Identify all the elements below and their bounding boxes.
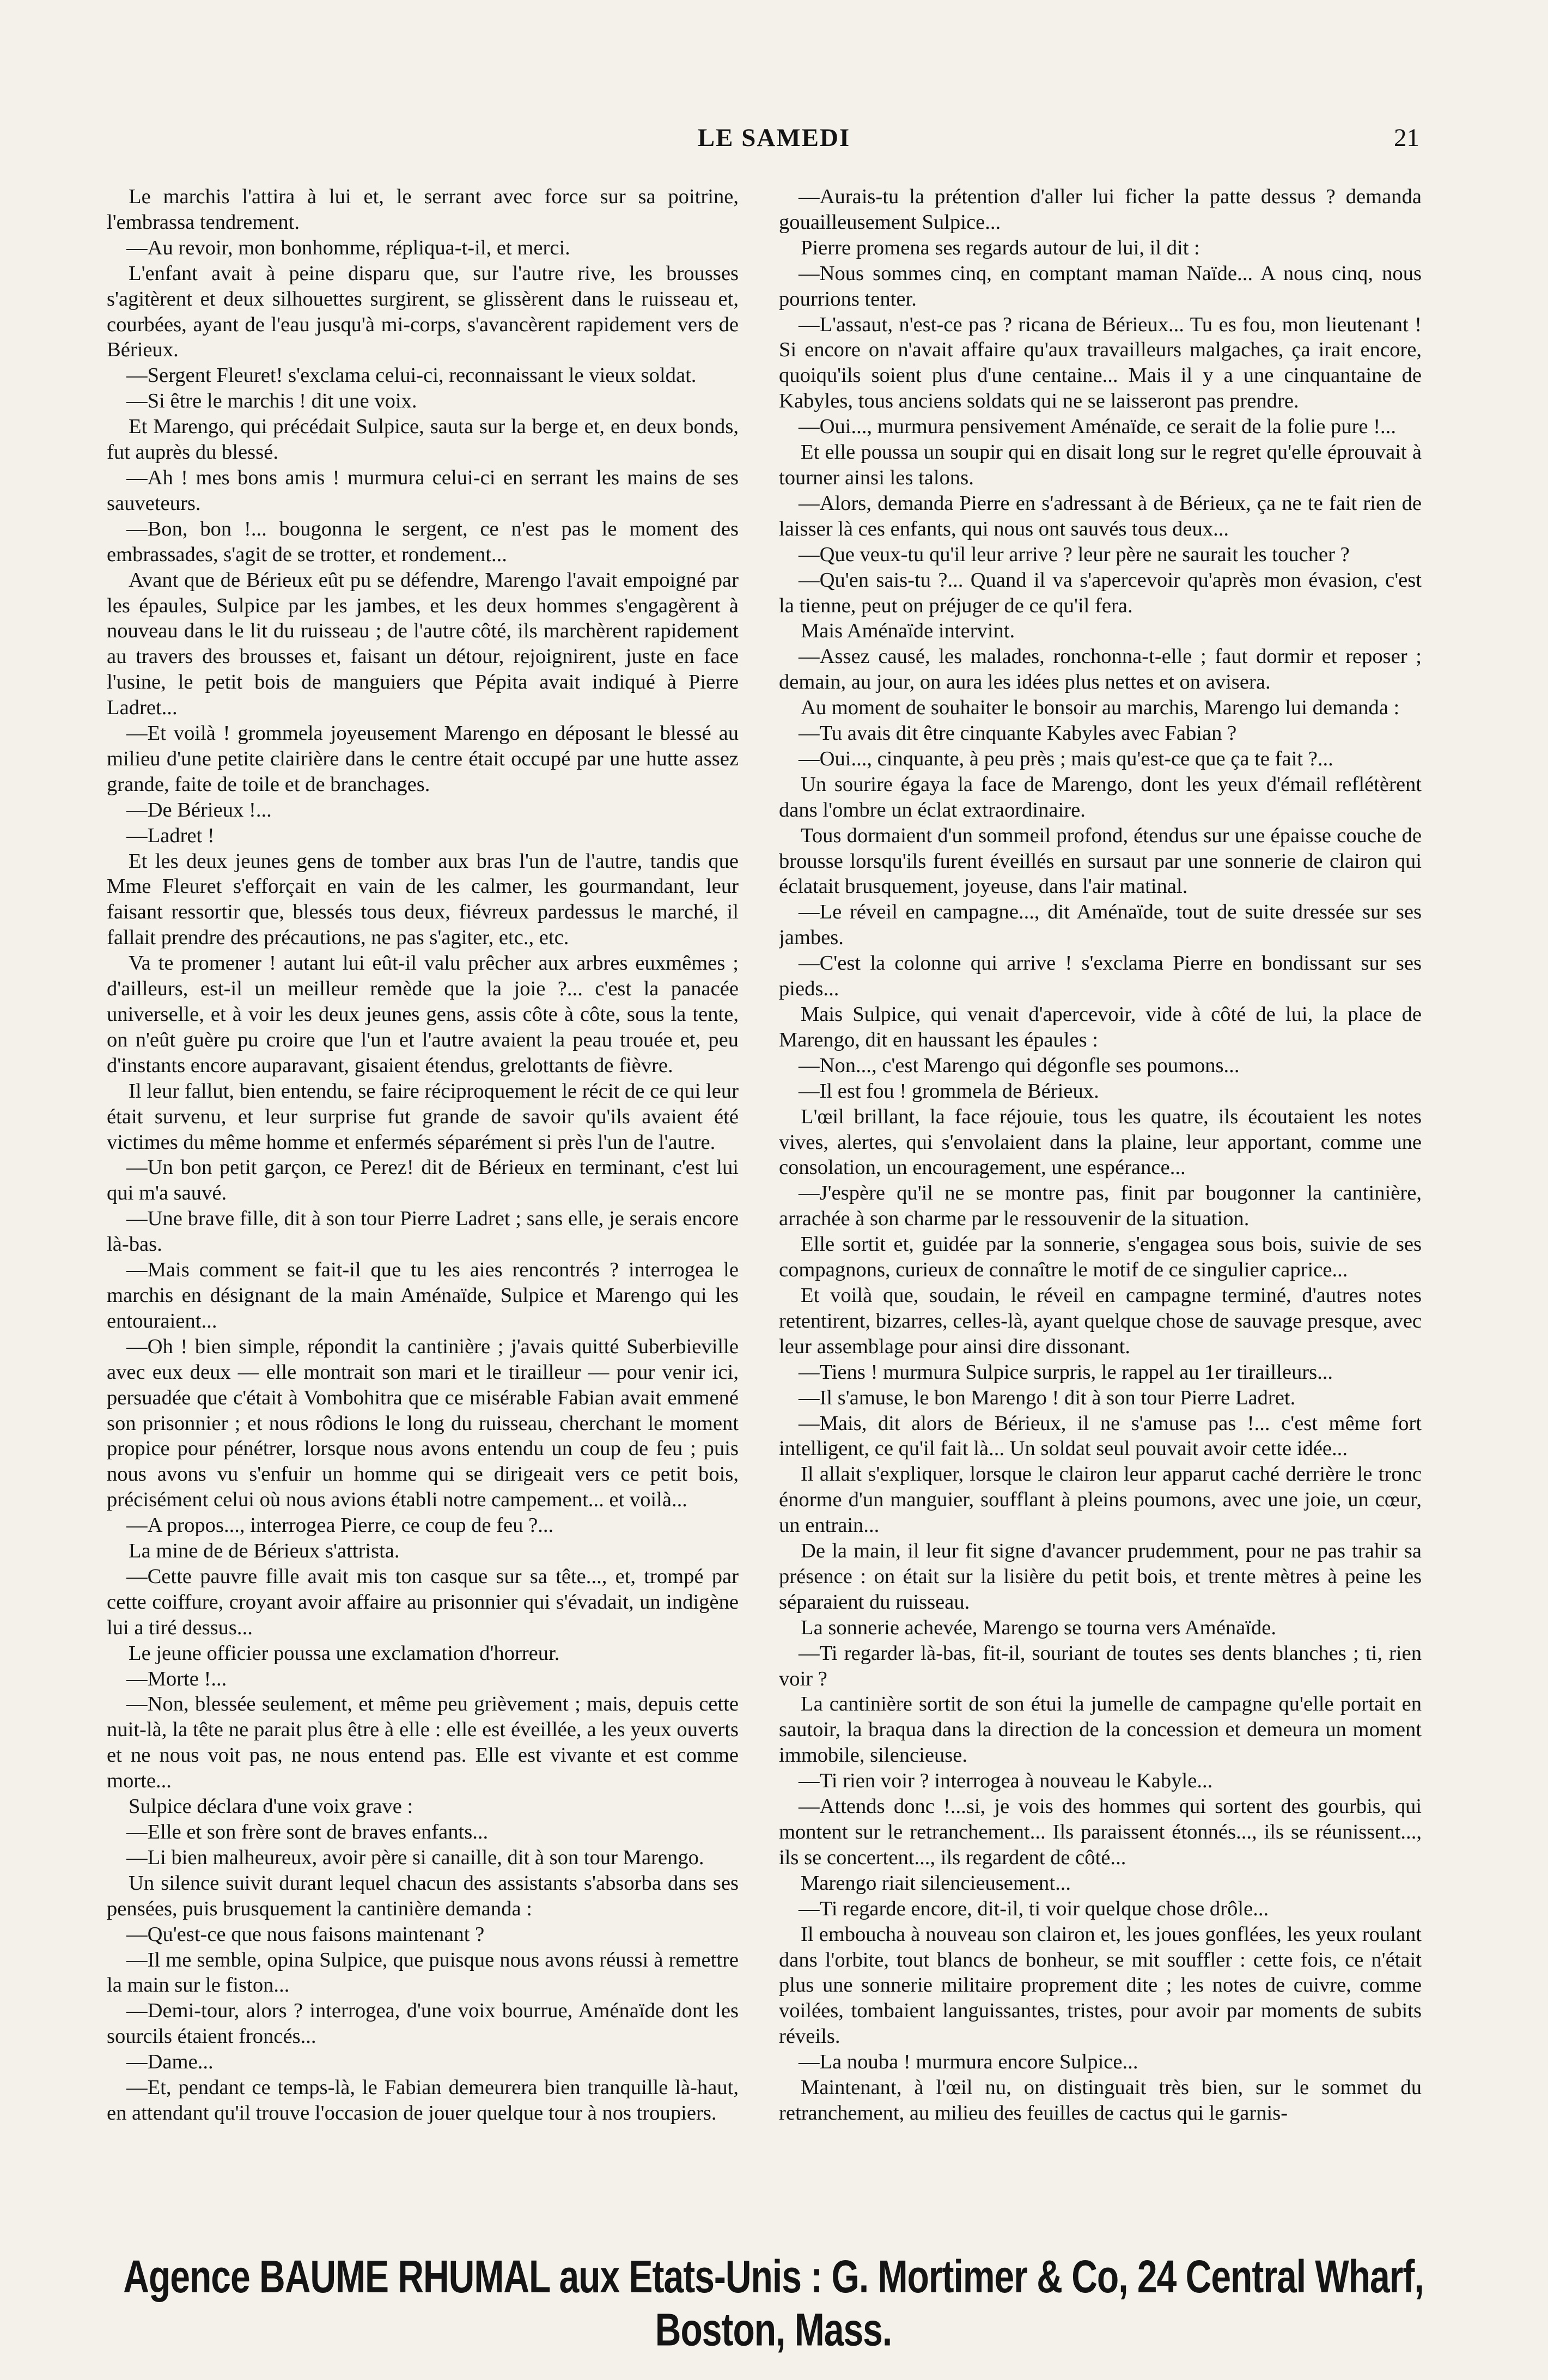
paragraph: —Non..., c'est Marengo qui dégonfle ses poumons... bbox=[799, 1054, 1240, 1077]
paragraph: L'œil brillant, la face réjouie, tous les quatre, ils écoutaient les notes vives, alertes, qui s'envolaient dans la plaine, leur apportant, comme une consolation, un encouragement, une espérance... bbox=[779, 1105, 1422, 1179]
journal-title: LE SAMEDI bbox=[697, 124, 851, 152]
paragraph: —Ladret ! bbox=[126, 824, 215, 847]
paragraph: Le marchis l'attira à lui et, le serrant avec force sur sa poitrine, l'embrassa tendrement. bbox=[107, 185, 739, 234]
paragraph: —L'assaut, n'est-ce pas ? ricana de Bérieux... Tu es fou, mon lieutenant ! Si encore on n'avait affaire qu'aux travailleurs malgaches, ça irait encore, quoiqu'ils soient plus d'une centaine... Mais il y a une cinquantaine de Kabyles, tous anciens soldats qui ne se laisseront pas prendre. bbox=[779, 313, 1422, 413]
paragraph: Va te promener ! autant lui eût-il valu prêcher aux arbres euxmêmes ; d'ailleurs, est-il un meilleur remède que la joie ?... c'est la panacée universelle, et à voir les deux jeunes gens, assis côte à côte, sous la tente, on n'eût guère pu croire que l'un et l'autre avaient la peau trouée et, peu d'instants encore auparavant, gisaient étendus, grelottants de fièvre. bbox=[107, 952, 739, 1077]
paragraph: L'enfant avait à peine disparu que, sur l'autre rive, les brousses s'agitèrent et deux silhouettes surgirent, se glissèrent dans le ruisseau et, courbées, ayant de l'eau jusqu'à mi-corps, s'avancèrent rapidement vers de Bérieux. bbox=[107, 261, 739, 362]
paragraph: —Nous sommes cinq, en comptant maman Naïde... A nous cinq, nous pourrions tenter. bbox=[779, 261, 1422, 311]
paragraph: —Oh ! bien simple, répondit la cantinière ; j'avais quitté Suberbieville avec eux deux — elle montrait son mari et le tirailleur — pour venir ici, persuadée que c'était à Vombohitra que ce misérable Fabian avait emmené son prisonnier ; et nous rôdions le long du ruisseau, cherchant le moment propice pour pénétrer, lorsque nous avons entendu un coup de feu ; puis nous avons vu s'enfuir un homme qui se dirigeait vers ce petit bois, précisément celui où nous avions établi notre campement... et voilà... bbox=[107, 1335, 739, 1512]
paragraph: —Sergent Fleuret! s'exclama celui-ci, reconnaissant le vieux soldat. bbox=[126, 364, 697, 387]
footer-advert: Agence BAUME RHUMAL aux Etats-Unis : G. Mortimer & Co, 24 Central Wharf, Boston, Mass. bbox=[123, 2250, 1424, 2355]
paragraph: —Demi-tour, alors ? interrogea, d'une voix bourrue, Aménaïde dont les sourcils étaient froncés... bbox=[107, 1999, 739, 2048]
paragraph: —Elle et son frère sont de braves enfants... bbox=[126, 1821, 489, 1843]
paragraph: Et voilà que, soudain, le réveil en campagne terminé, d'autres notes retentirent, bizarres, celles-là, ayant quelque chose de sauvage presque, avec leur assemblage pour ainsi dire dissonant. bbox=[779, 1283, 1422, 1358]
paragraph: —Si être le marchis ! dit une voix. bbox=[126, 389, 417, 413]
right-column bbox=[779, 184, 1422, 2200]
paragraph: —Un bon petit garçon, ce Perez! dit de Bérieux en terminant, c'est lui qui m'a sauvé. bbox=[107, 1156, 739, 1205]
page-header bbox=[0, 123, 1548, 156]
paragraph: —Ah ! mes bons amis ! murmura celui-ci en serrant les mains de ses sauveteurs. bbox=[107, 466, 739, 515]
paragraph: —Le réveil en campagne..., dit Aménaïde, tout de suite dressée sur ses jambes. bbox=[779, 900, 1422, 949]
paragraph: —Attends donc !...si, je vois des hommes qui sortent des gourbis, qui montent sur le retranchement... Ils paraissent étonnés..., ils se réunissent..., ils se concertent..., ils regardent de côté... bbox=[779, 1795, 1422, 1869]
paragraph: —Dame... bbox=[126, 2050, 214, 2074]
paragraph: Le jeune officier poussa une exclamation d'horreur. bbox=[129, 1641, 560, 1665]
paragraph: —Bon, bon !... bougonna le sergent, ce n'est pas le moment des embrassades, s'agit de se trotter, et rondement... bbox=[107, 517, 739, 566]
paragraph: Maintenant, à l'œil nu, on distinguait très bien, sur le sommet du retranchement, au milieu des feuilles de cactus qui le garnis- bbox=[779, 2076, 1422, 2125]
paragraph: —Il est fou ! grommela de Bérieux. bbox=[799, 1079, 1099, 1103]
paragraph: —Cette pauvre fille avait mis ton casque sur sa tête..., et, trompé par cette coiffure, croyant avoir affaire au prisonnier qui s'évadait, un indigène lui a tiré dessus... bbox=[107, 1565, 739, 1639]
paragraph: Marengo riait silencieusement... bbox=[801, 1871, 1071, 1895]
paragraph: Avant que de Bérieux eût pu se défendre, Marengo l'avait empoigné par les épaules, Sulpice par les jambes, et les deux hommes s'engagèrent à nouveau dans le lit du ruisseau ; de l'autre côté, ils marchèrent rapidement au travers des brousses et, faisant un détour, rejoignirent, juste en face l'usine, le petit bois de manguiers que Pépita avait indiqué à Pierre Ladret... bbox=[107, 568, 739, 720]
paragraph: —Il me semble, opina Sulpice, que puisque nous avons réussi à remettre la main sur le fiston... bbox=[107, 1948, 739, 1997]
paragraph: Elle sortit et, guidée par la sonnerie, s'engagea sous bois, suivie de ses compagnons, curieux de connaître le motif de ce singulier caprice... bbox=[779, 1233, 1422, 1282]
paragraph: —Que veux-tu qu'il leur arrive ? leur père ne saurait les toucher ? bbox=[799, 543, 1350, 566]
paragraph: —Non, blessée seulement, et même peu grièvement ; mais, depuis cette nuit-là, la tête ne parait plus être à elle : elle est éveillée, a les yeux ouverts et ne nous voit pas, ne nous entend pas. Elle est vivante et est comme morte... bbox=[107, 1693, 739, 1793]
paragraph: La cantinière sortit de son étui la jumelle de campagne qu'elle portait en sautoir, la braqua dans la direction de la concession et demeura un moment immobile, silencieuse. bbox=[779, 1693, 1422, 1767]
paragraph: —Et, pendant ce temps-là, le Fabian demeurera bien tranquille là-haut, en attendant qu'il trouve l'occasion de jouer quelque tour à nos troupiers. bbox=[107, 2076, 739, 2125]
paragraph: Il emboucha à nouveau son clairon et, les joues gonflées, les yeux roulant dans l'orbite, tout blancs de bonheur, se mit souffler : cette fois, ce n'était plus une sonnerie militaire proprement dite ; les notes de cuivre, comme voilées, tombaient languissantes, tristes, pour avoir par moments de subits réveils. bbox=[779, 1922, 1422, 2048]
paragraph: Mais Aménaïde intervint. bbox=[801, 619, 1015, 643]
paragraph: —La nouba ! murmura encore Sulpice... bbox=[799, 2050, 1138, 2074]
paragraph: —Alors, demanda Pierre en s'adressant à de Bérieux, ça ne te fait rien de laisser là ces enfants, qui nous ont sauvés tous deux... bbox=[779, 491, 1422, 540]
paragraph: Et les deux jeunes gens de tomber aux bras l'un de l'autre, tandis que Mme Fleuret s'efforçait en vain de les calmer, les gourmandant, leur faisant ressortir que, blessés tous deux, fiévreux pardessus le marché, il fallait prendre des précautions, ne pas s'agiter, etc., etc. bbox=[107, 849, 739, 949]
paragraph: —Oui..., cinquante, à peu près ; mais qu'est-ce que ça te fait ?... bbox=[799, 747, 1333, 770]
paragraph: —Oui..., murmura pensivement Aménaïde, ce serait de la folie pure !... bbox=[799, 415, 1396, 439]
paragraph: De la main, il leur fit signe d'avancer prudemment, pour ne pas trahir sa présence : on était sur la lisière du petit bois, et trente mètres à peine les séparaient du ruisseau. bbox=[779, 1539, 1422, 1614]
paragraph: Un sourire égaya la face de Marengo, dont les yeux d'émail reflétèrent dans l'ombre un éclat extraordinaire. bbox=[779, 772, 1422, 821]
page-number: 21 bbox=[1394, 124, 1419, 152]
paragraph: —Morte !... bbox=[126, 1667, 227, 1690]
paragraph: —Une brave fille, dit à son tour Pierre Ladret ; sans elle, je serais encore là-bas. bbox=[107, 1207, 739, 1256]
paragraph: —Qu'en sais-tu ?... Quand il va s'apercevoir qu'après mon évasion, c'est la tienne, peut on préjuger de ce qu'il fera. bbox=[779, 568, 1422, 617]
paragraph: —Il s'amuse, le bon Marengo ! dit à son tour Pierre Ladret. bbox=[799, 1386, 1296, 1409]
paragraph: La sonnerie achevée, Marengo se tourna vers Aménaïde. bbox=[801, 1616, 1276, 1639]
paragraph: —Ti rien voir ? interrogea à nouveau le Kabyle... bbox=[799, 1769, 1213, 1793]
paragraph: —Qu'est-ce que nous faisons maintenant ? bbox=[126, 1922, 485, 1946]
paragraph: —Mais comment se fait-il que tu les aies rencontrés ? interrogea le marchis en désignant de la main Aménaïde, Sulpice et Marengo qui les entouraient... bbox=[107, 1258, 739, 1332]
paragraph: Au moment de souhaiter le bonsoir au marchis, Marengo lui demanda : bbox=[801, 696, 1400, 720]
left-column bbox=[107, 184, 739, 2200]
paragraph: —Ti regarder là-bas, fit-il, souriant de toutes ses dents blanches ; ti, rien voir ? bbox=[779, 1641, 1422, 1690]
paragraph: Et elle poussa un soupir qui en disait long sur le regret qu'elle éprouvait à tourner ainsi les talons. bbox=[779, 441, 1422, 489]
paragraph: —Tu avais dit être cinquante Kabyles avec Fabian ? bbox=[799, 722, 1237, 745]
paragraph: Tous dormaient d'un sommeil profond, étendus sur une épaisse couche de brousse lorsqu'ils furent éveillés en sursaut par une sonnerie de clairon qui éclatait brusquement, joyeuse, dans l'air matinal. bbox=[779, 824, 1422, 898]
paragraph: —Tiens ! murmura Sulpice surpris, le rappel au 1er tirailleurs... bbox=[799, 1360, 1333, 1384]
paragraph: —Li bien malheureux, avoir père si canaille, dit à son tour Marengo. bbox=[126, 1846, 704, 1869]
paragraph: —Mais, dit alors de Bérieux, il ne s'amuse pas !... c'est même fort intelligent, ce qu'il fait là... Un soldat seul pouvait avoir cette idée... bbox=[779, 1411, 1422, 1460]
paragraph: —C'est la colonne qui arrive ! s'exclama Pierre en bondissant sur ses pieds... bbox=[779, 952, 1422, 1001]
paragraph: —De Bérieux !... bbox=[126, 798, 272, 821]
paragraph: —Aurais-tu la prétention d'aller lui ficher la patte dessus ? demanda gouailleusement Sulpice... bbox=[779, 185, 1422, 234]
paragraph: Mais Sulpice, qui venait d'apercevoir, vide à côté de lui, la place de Marengo, dit en haussant les épaules : bbox=[779, 1003, 1422, 1051]
paragraph: —A propos..., interrogea Pierre, ce coup de feu ?... bbox=[126, 1514, 554, 1537]
paragraph: —Au revoir, mon bonhomme, répliqua-t-il, et merci. bbox=[126, 236, 570, 259]
paragraph: —Et voilà ! grommela joyeusement Marengo en déposant le blessé au milieu d'une petite clairière dans le centre était occupé par une hutte assez grande, faite de toile et de branchages. bbox=[107, 722, 739, 796]
paragraph: Il leur fallut, bien entendu, se faire réciproquement le récit de ce qui leur était survenu, et leur surprise fut grande de savoir qu'ils avaient été victimes du même homme et enfermés séparément si près l'un de l'autre. bbox=[107, 1079, 739, 1154]
paragraph: Un silence suivit durant lequel chacun des assistants s'absorba dans ses pensées, puis brusquement la cantinière demanda : bbox=[107, 1871, 739, 1920]
paragraph: Sulpice déclara d'une voix grave : bbox=[129, 1795, 413, 1818]
paragraph: Il allait s'expliquer, lorsque le clairon leur apparut caché derrière le tronc énorme d'un manguier, soufflant à pleins poumons, avec une joie, un cœur, un entrain... bbox=[779, 1463, 1422, 1537]
paragraph: La mine de de Bérieux s'attrista. bbox=[129, 1539, 400, 1563]
paragraph: —J'espère qu'il ne se montre pas, finit par bougonner la cantinière, arrachée à son charme par le ressouvenir de la situation. bbox=[779, 1182, 1422, 1231]
paragraph: Et Marengo, qui précédait Sulpice, sauta sur la berge et, en deux bonds, fut auprès du blessé. bbox=[107, 415, 739, 464]
paragraph: Pierre promena ses regards autour de lui, il dit : bbox=[801, 236, 1200, 259]
paragraph: —Assez causé, les malades, ronchonna-t-elle ; faut dormir et reposer ; demain, au jour, on aura les idées plus nettes et on avisera. bbox=[779, 645, 1422, 694]
paragraph: —Ti regarde encore, dit-il, ti voir quelque chose drôle... bbox=[799, 1897, 1269, 1920]
